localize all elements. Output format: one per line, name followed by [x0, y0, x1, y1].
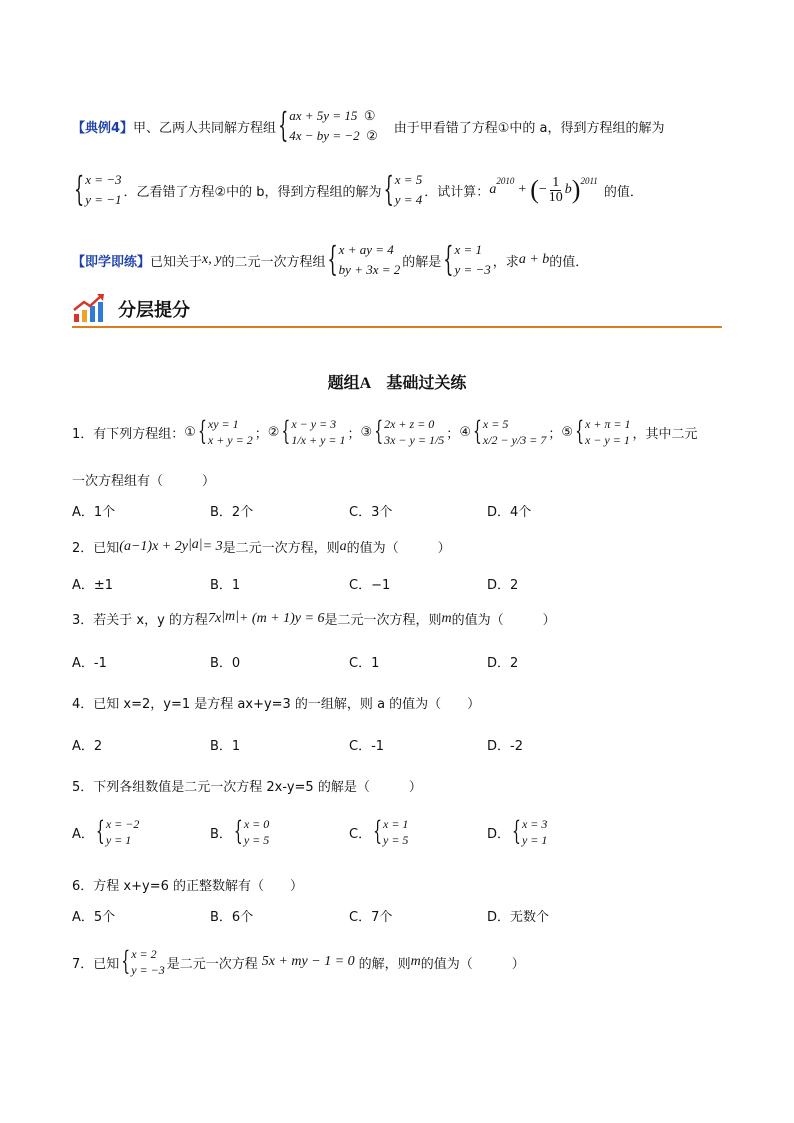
- q2-option-b[interactable]: B．1: [210, 578, 241, 593]
- q1-option-a[interactable]: A．1个: [72, 505, 116, 520]
- example4-solution2: { x = 5 y = 4: [383, 169, 423, 209]
- group-title: 题组A 基础过关练: [327, 375, 467, 392]
- q3-option-d[interactable]: D．2: [487, 656, 519, 671]
- q3-option-b[interactable]: B．0: [210, 656, 241, 671]
- question-4: 4． 已知 x=2，y=1 是方程 ax+y=3 的一组解，则 a 的值为（ ）: [72, 697, 481, 712]
- example4-system: { ax + 5y = 15 ① 4x − by = −2 ②: [278, 105, 378, 145]
- example4-line1: [72, 104, 665, 148]
- example4-eq2: 4x − by = −2: [289, 128, 360, 143]
- example4-tag: 【典例4】: [72, 120, 134, 136]
- example4-text1: 甲、乙两人共同解方程组: [133, 120, 277, 136]
- q5-option-b[interactable]: B． { x = 0 y = 5: [210, 816, 270, 848]
- growth-chart-icon: [72, 292, 108, 324]
- practice-system: { x + ay = 4 by + 3x = 2: [327, 239, 401, 279]
- question-6: 6． 方程 x+y=6 的正整数解有（ ）: [72, 879, 303, 894]
- question-1: 1． 有下列方程组： ① { xy = 1 x + y = 2 ； ② { x − y = 3 1/x + y = 1 ； ③ { 2x + z = 0 3x − y = 1/5 ； ④ { x = 5 x/2 − y/3 = 7 ； ⑤ { x + π = 1 x − y = 1 ，其中二元: [72, 416, 698, 448]
- q6-option-c[interactable]: C．7个: [349, 910, 393, 925]
- example4-text3: ．乙看错了方程②中的 b，得到方程组的解为: [123, 184, 382, 200]
- question-3: 3． 若关于 x，y 的方程 7x |m| + (m + 1)y = 6 是二元一次方程，则 m 的值为（ ）: [72, 609, 556, 628]
- q3-option-c[interactable]: C．1: [349, 656, 380, 671]
- example4-expression: a $^{2010}$ + ( − $\frac{1}{10}$ b ) $^{2011}$: [489, 174, 598, 205]
- example4-solution1: { x = −3 y = −1: [74, 169, 122, 209]
- q5-option-c[interactable]: C． { x = 1 y = 5: [349, 816, 409, 848]
- practice-tag: 【即学即练】: [72, 254, 151, 270]
- practice-line: 【即学即练】 已知关于 x, y 的二元一次方程组 { x + ay = 4 by + 3x = 2 的解是 { x = 1 y = −3 ，求 a + b 的值．: [72, 239, 589, 279]
- q5-option-a[interactable]: A． { x = −2 y = 1: [72, 816, 140, 848]
- q6-option-a[interactable]: A．5个: [72, 910, 116, 925]
- q6-option-d[interactable]: D．无数个: [487, 910, 550, 925]
- q4-option-a[interactable]: A．2: [72, 739, 103, 754]
- q4-option-d[interactable]: D．-2: [487, 739, 523, 754]
- q2-option-a[interactable]: A．±1: [72, 578, 114, 593]
- q4-option-c[interactable]: C．-1: [349, 739, 385, 754]
- q1-option-c[interactable]: C．3个: [349, 505, 393, 520]
- q4-option-b[interactable]: B．1: [210, 739, 241, 754]
- q6-option-b[interactable]: B．6个: [210, 910, 254, 925]
- q3-option-a[interactable]: A．-1: [72, 656, 107, 671]
- example4-line2: [72, 166, 643, 214]
- example4-text5: 的值．: [603, 184, 643, 200]
- example4-text4: ．试计算：: [424, 184, 490, 200]
- example4-eq1: ax + 5y = 15: [289, 108, 358, 123]
- question-5: 5． 下列各组数值是二元一次方程 2x-y=5 的解是（ ）: [72, 780, 422, 795]
- example4-text2: 由于甲看错了方程①中的 a，得到方程组的解为: [393, 120, 665, 136]
- q1-option-d[interactable]: D．4个: [487, 505, 532, 520]
- q2-option-c[interactable]: C．−1: [349, 578, 391, 593]
- q1-option-b[interactable]: B．2个: [210, 505, 254, 520]
- question-2: 2． 已知 (a−1)x + 2y |a| = 3 是二元一次方程，则 a 的值为（ ）: [72, 537, 451, 556]
- practice-solution: { x = 1 y = −3: [443, 239, 491, 279]
- question-1-cont: 一次方程组有（ ）: [72, 474, 216, 489]
- q5-option-d[interactable]: D． { x = 3 y = 1: [487, 816, 548, 848]
- section-header: [72, 292, 722, 328]
- section-title: 分层提分: [118, 300, 190, 321]
- question-7: 7． 已知 { x = 2 y = −3 是二元一次方程 5x + my − 1 = 0 的解，则 m 的值为（ ）: [72, 946, 525, 978]
- q2-option-d[interactable]: D．2: [487, 578, 519, 593]
